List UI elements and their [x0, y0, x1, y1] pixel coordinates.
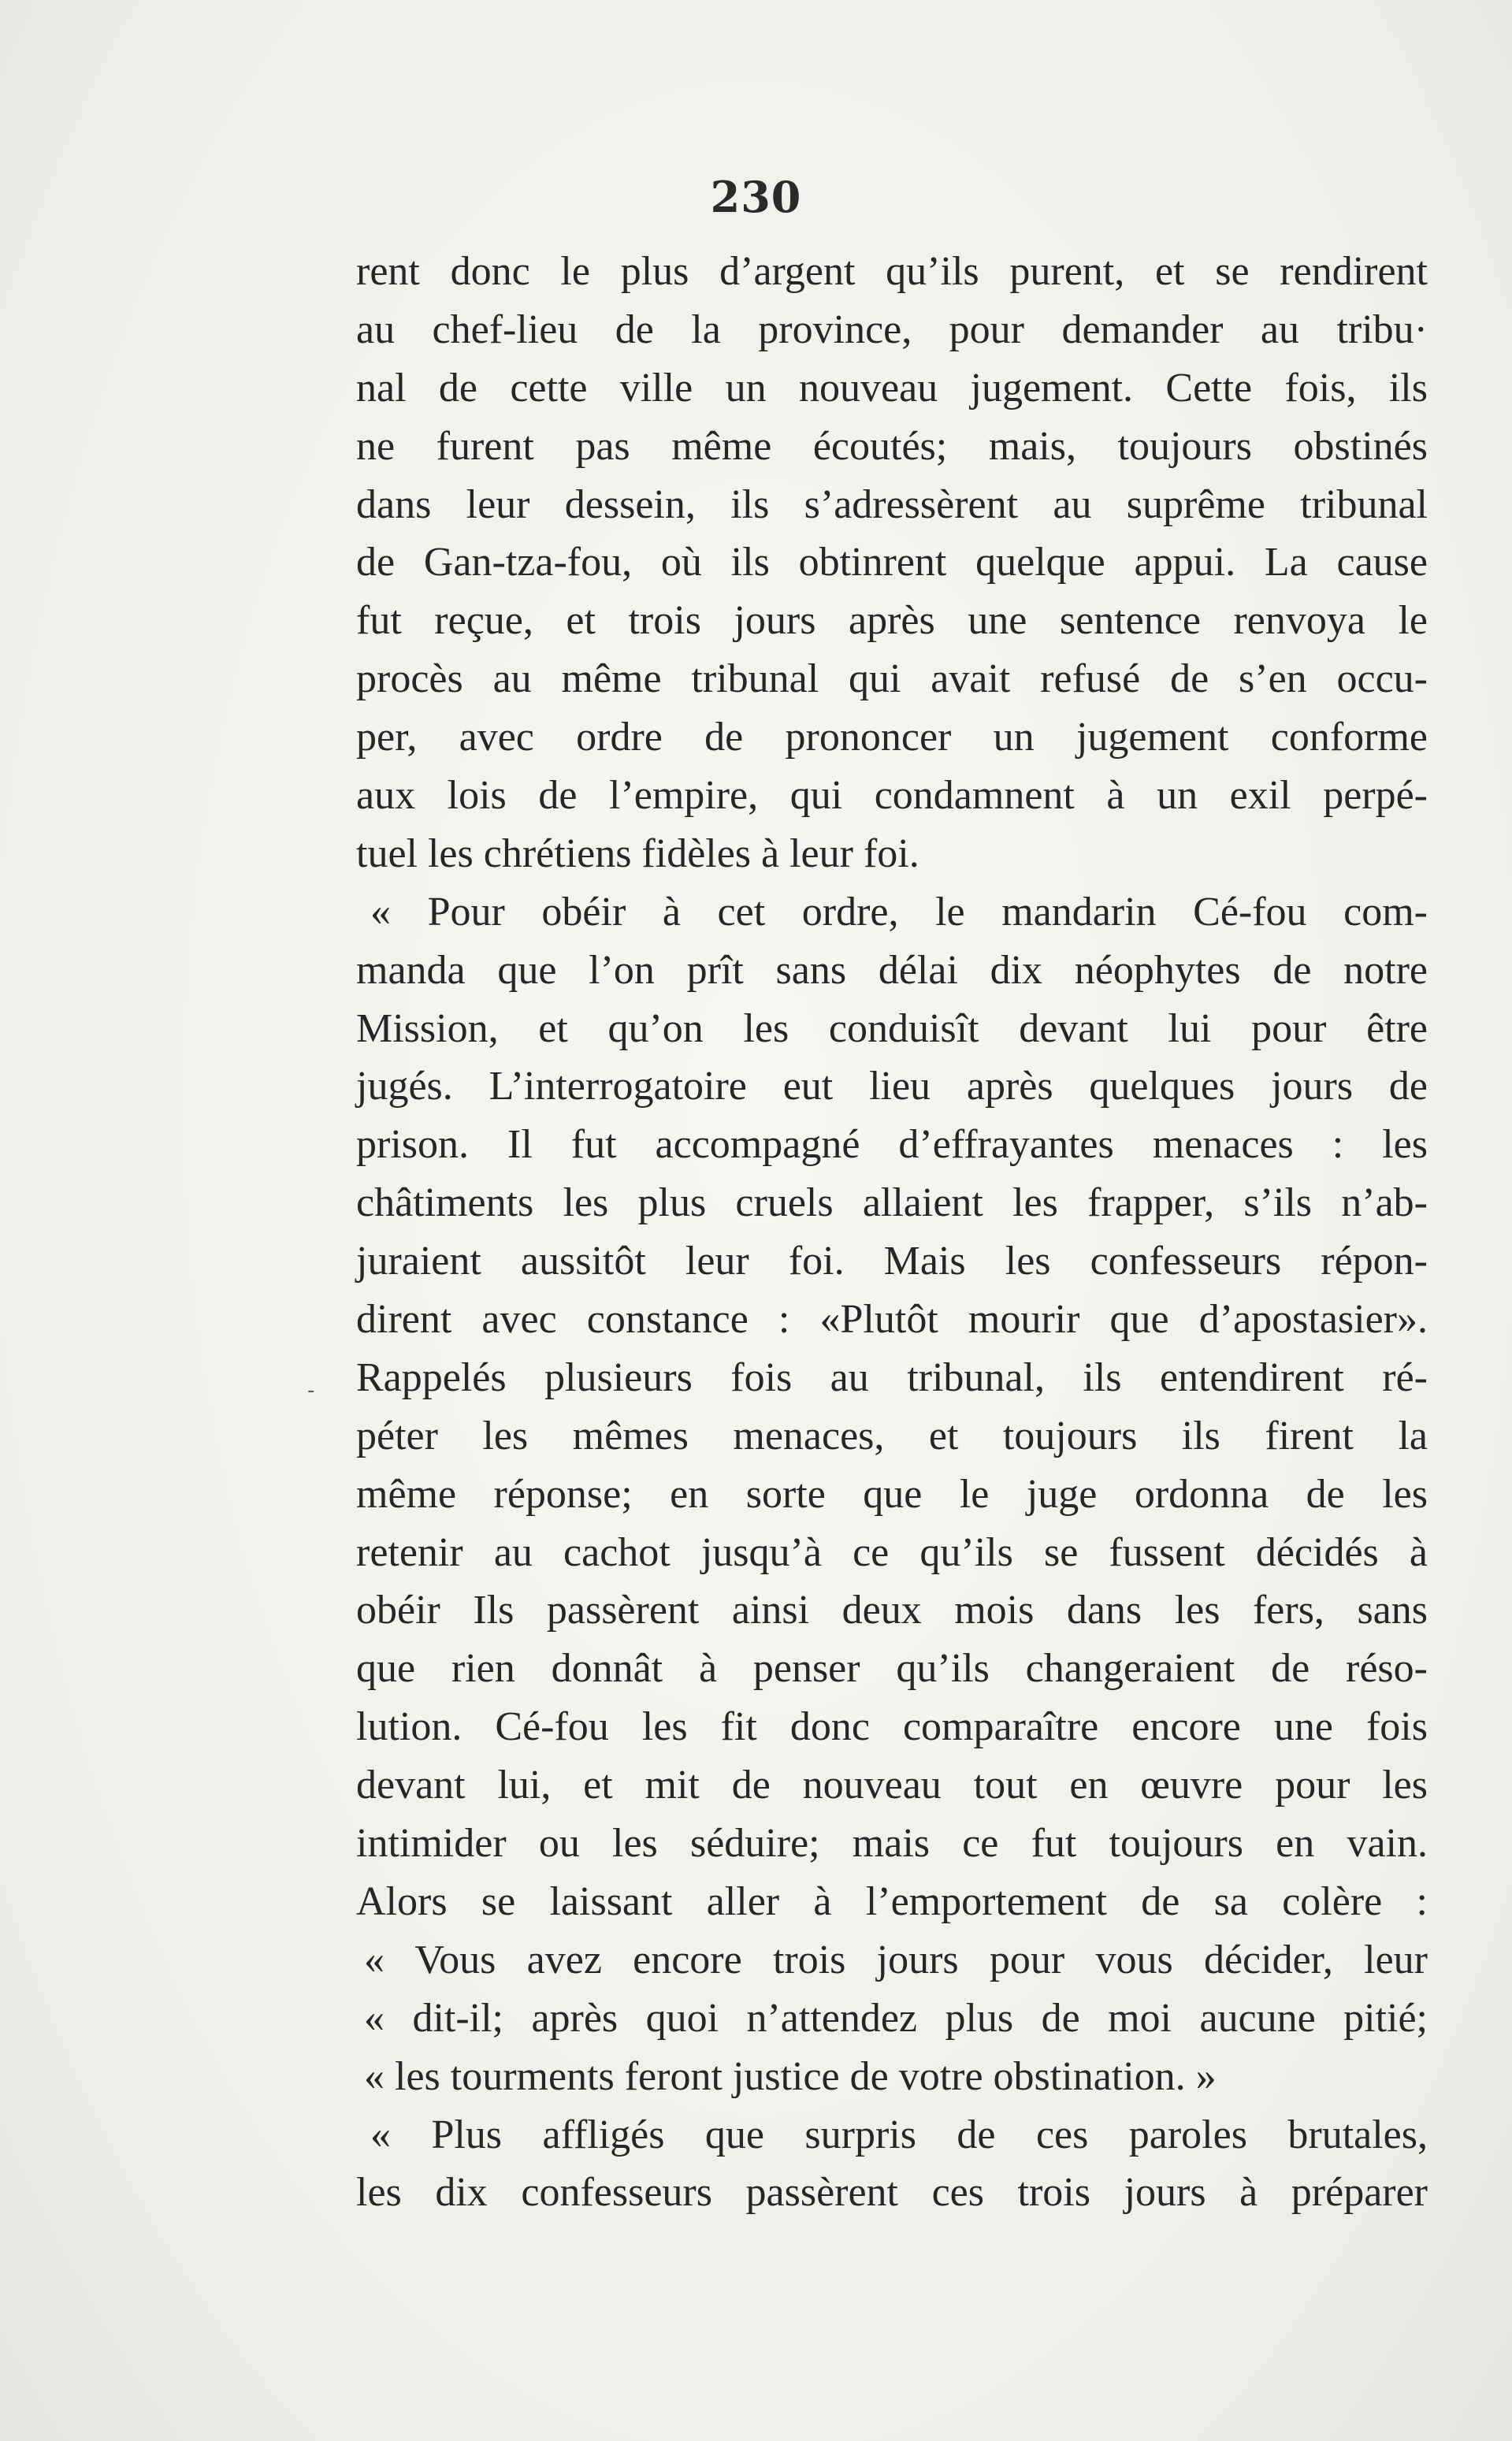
text-line: nal de cette ville un nouveau jugement. Cette fois, ils [356, 365, 1428, 411]
text-line: jugés. L’interrogatoire eut lieu après quelques jours de [356, 1064, 1428, 1109]
text-line: rent donc le plus d’argent qu’ils purent, et se rendirent [356, 249, 1428, 294]
text-line: péter les mêmes menaces, et toujours ils firent la [356, 1413, 1428, 1458]
text-line: « Plus affligés que surpris de ces paroles brutales, [370, 2112, 1428, 2157]
text-line: Rappelés plusieurs fois au tribunal, ils entendirent ré- [356, 1354, 1428, 1400]
text-line: « Vous avez encore trois jours pour vous décider, leur [364, 1937, 1428, 1982]
text-line: juraient aussitôt leur foi. Mais les confesseurs répon- [356, 1239, 1428, 1284]
text-line: « dit-il; après quoi n’attendez plus de moi aucune pitié; [364, 1995, 1428, 2041]
text-line: aux lois de l’empire, qui condamnent à un exil perpé- [356, 773, 1428, 819]
body-text [356, 243, 1428, 2222]
text-line: per, avec ordre de prononcer un jugement conforme [356, 715, 1428, 760]
text-line: même réponse; en sorte que le juge ordonna de les [356, 1471, 1428, 1517]
text-line: châtiments les plus cruels allaient les frapper, s’ils n’ab- [356, 1180, 1428, 1226]
text-line: lution. Cé-fou les fit donc comparaître encore une fois [356, 1704, 1428, 1750]
text-line: procès au même tribunal qui avait refusé de s’en occu- [356, 656, 1428, 702]
text-line: manda que l’on prît sans délai dix néophytes de notre [356, 947, 1428, 993]
text-line: « Pour obéir à cet ordre, le mandarin Cé-fou com- [370, 889, 1428, 934]
text-line: Alors se laissant aller à l’emportement de sa colère : [356, 1878, 1428, 1924]
text-line: de Gan-tza-fou, où ils obtinrent quelque appui. La cause [356, 540, 1428, 585]
text-line: prison. Il fut accompagné d’effrayantes menaces : les [356, 1122, 1428, 1168]
text-line: intimider ou les séduire; mais ce fut toujours en vain. [356, 1821, 1428, 1867]
text-line: les dix confesseurs passèrent ces trois jours à préparer [356, 2170, 1428, 2216]
text-line: obéir Ils passèrent ainsi deux mois dans les fers, sans [356, 1588, 1428, 1633]
text-line: Mission, et qu’on les conduisît devant lui pour être [356, 1005, 1428, 1051]
text-line: « les tourments feront justice de votre obstination. » [364, 2053, 1217, 2099]
page-number: 230 [710, 172, 802, 222]
text-line: tuel les chrétiens fidèles à leur foi. [356, 830, 919, 876]
text-line: au chef-lieu de la province, pour demander au tribu· [356, 307, 1428, 352]
text-line: ne furent pas même écoutés; mais, toujours obstinés [356, 423, 1428, 469]
text-line: que rien donnât à penser qu’ils changeraient de réso- [356, 1646, 1428, 1692]
text-line: dirent avec constance : «Plutôt mourir que d’apostasier». [356, 1297, 1428, 1343]
text-line: retenir au cachot jusqu’à ce qu’ils se fussent décidés à [356, 1529, 1428, 1575]
text-line: fut reçue, et trois jours après une sentence renvoya le [356, 598, 1428, 644]
margin-mark: - [307, 1379, 315, 1403]
text-line: devant lui, et mit de nouveau tout en œuvre pour les [356, 1763, 1428, 1808]
text-line: dans leur dessein, ils s’adressèrent au suprême tribunal [356, 481, 1428, 527]
